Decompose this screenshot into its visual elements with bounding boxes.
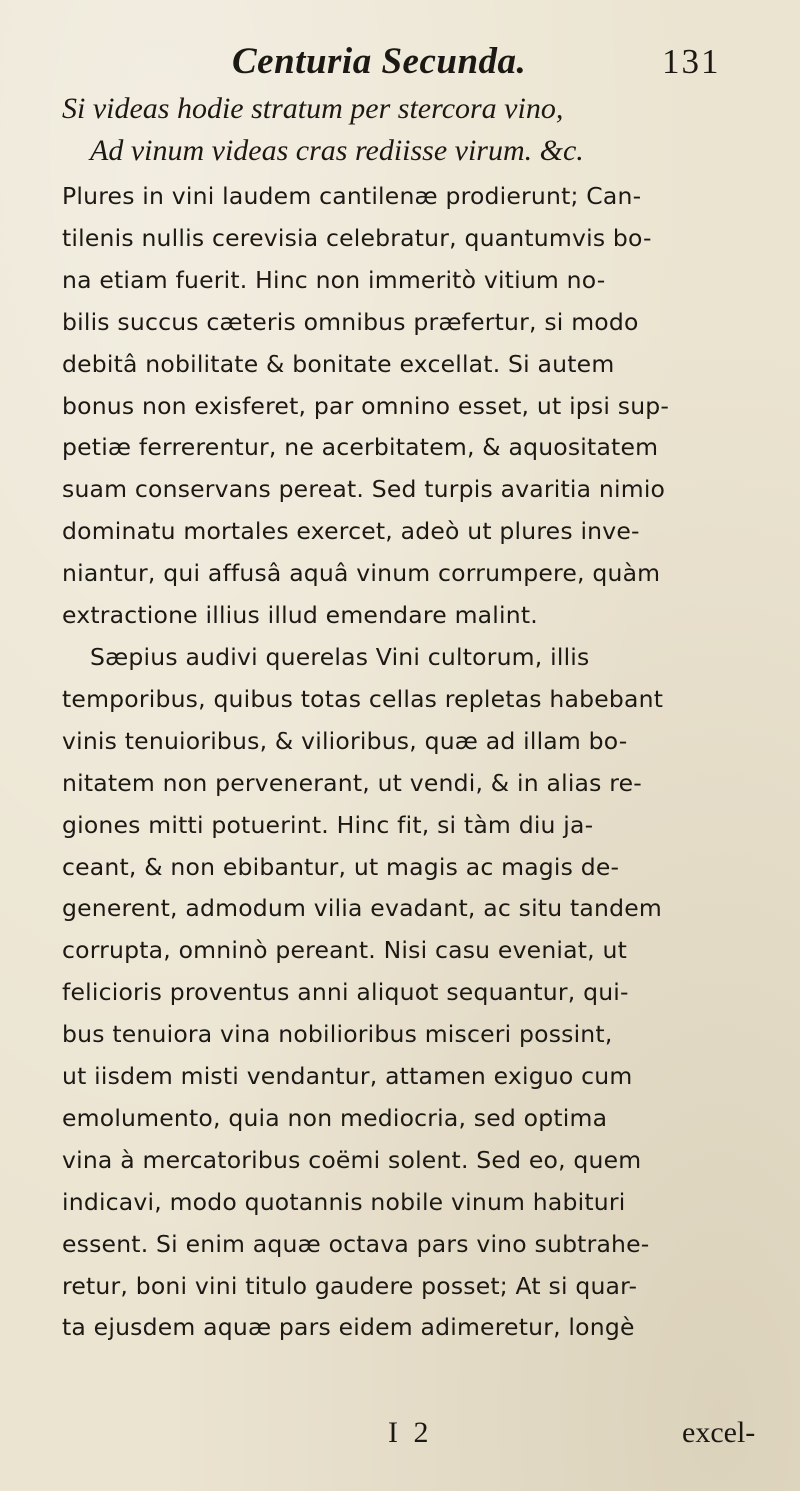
text-line: retur, boni vini titulo gaudere posset; At si quar-	[62, 1271, 638, 1300]
text-line: bonus non exisferet, par omnino esset, ut ipsi sup-	[62, 391, 670, 420]
body-text	[62, 176, 782, 1349]
text-line: extractione illius illud emendare malint.	[62, 601, 538, 630]
verse-epigraph	[62, 88, 782, 172]
catchword: excel-	[682, 1416, 756, 1449]
text-line: vinis tenuioribus, & vilioribus, quæ ad illam bo-	[62, 726, 628, 755]
text-line: suam conservans pereat. Sed turpis avaritia nimio	[62, 475, 666, 504]
text-line: ceant, & non ebibantur, ut magis ac magis de-	[62, 852, 620, 881]
signature-mark: I 2	[388, 1416, 433, 1449]
page-number: 131	[662, 42, 721, 81]
paragraph-start-line: Sæpius audivi querelas Vini cultorum, illis	[90, 642, 590, 671]
text-line: ta ejusdem aquæ pars eidem adimeretur, longè	[62, 1313, 635, 1342]
text-line: emolumento, quia non mediocria, sed optima	[62, 1103, 608, 1132]
text-line: indicavi, modo quotannis nobile vinum habituri	[62, 1187, 626, 1216]
page-footer	[0, 1416, 800, 1456]
text-line: tilenis nullis cerevisia celebratur, quantumvis bo-	[62, 223, 652, 252]
text-line: dominatu mortales exercet, adeò ut plures inve-	[62, 517, 640, 546]
text-line: niantur, qui affusâ aquâ vinum corrumpere, quàm	[62, 559, 661, 588]
text-line: bus tenuiora vina nobilioribus misceri possint,	[62, 1020, 613, 1049]
verse-line: Ad vinum videas cras rediisse virum. &c.	[90, 134, 584, 167]
text-line: corrupta, omninò pereant. Nisi casu eveniat, ut	[62, 936, 628, 965]
text-line: nitatem non pervenerant, ut vendi, & in alias re-	[62, 768, 642, 797]
text-line: vina à mercatoribus coëmi solent. Sed eo, quem	[62, 1145, 642, 1174]
text-line: bilis succus cæteris omnibus præfertur, si modo	[62, 307, 639, 336]
text-line: petiæ ferrerentur, ne acerbitatem, & aquositatem	[62, 433, 659, 462]
running-title: Centuria Secunda.	[232, 41, 527, 82]
text-line: essent. Si enim aquæ octava pars vino subtrahe-	[62, 1229, 650, 1258]
text-line: felicioris proventus anni aliquot sequantur, qui-	[62, 978, 629, 1007]
text-line: Plures in vini laudem cantilenæ prodierunt; Can-	[62, 182, 642, 210]
text-line: na etiam fuerit. Hinc non immeritò vitium no-	[62, 265, 606, 294]
verse-line: Si videas hodie stratum per stercora vino,	[62, 92, 564, 125]
text-line: ut iisdem misti vendantur, attamen exiguo cum	[62, 1062, 633, 1091]
text-line: debitâ nobilitate & bonitate excellat. Si autem	[62, 349, 615, 378]
text-line: giones mitti potuerint. Hinc fit, si tàm diu ja-	[62, 810, 594, 839]
text-line: temporibus, quibus totas cellas repletas habebant	[62, 684, 664, 713]
text-line: generent, admodum vilia evadant, ac situ tandem	[62, 894, 662, 923]
